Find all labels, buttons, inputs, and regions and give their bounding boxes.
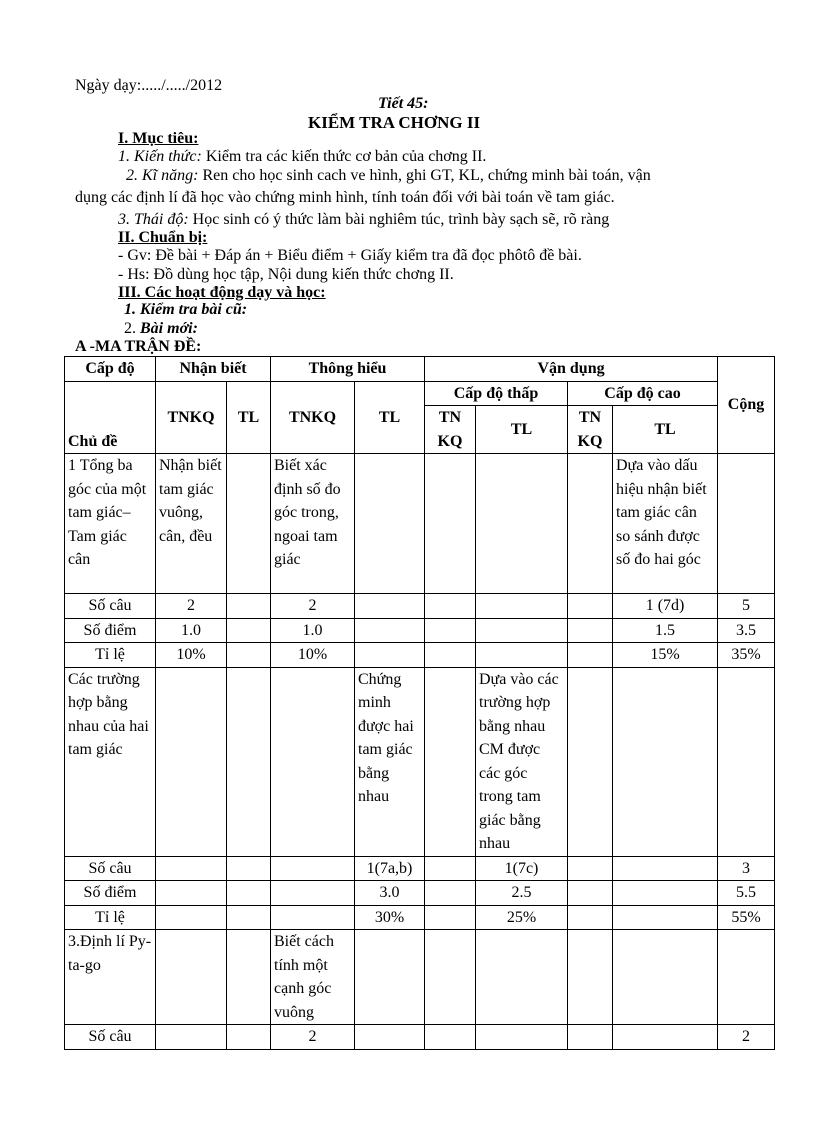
topic2-name: Các trường hợp bằng nhau của hai tam giác: [65, 667, 156, 856]
row-label: Số điểm: [65, 881, 156, 906]
header-recognize: Nhận biết: [156, 357, 271, 382]
skill-text-1: Ren cho học sinh cach ve hình, ghi GT, KL, chứng minh bài toán, vận: [202, 167, 651, 184]
header-level: Cấp độ: [65, 357, 156, 382]
header-understand: Thông hiểu: [271, 357, 425, 382]
preparation-student: - Hs: Đồ dùng học tập, Nội dung kiến thức chơng II.: [118, 266, 454, 283]
objective-attitude: [118, 210, 609, 229]
table-row: Số điểm 3.0 2.5 5.5: [65, 881, 775, 906]
header-apply: Vận dụng: [425, 357, 718, 382]
row-label: Tỉ lệ: [65, 905, 156, 930]
skill-label: 2. Kĩ năng:: [126, 167, 199, 184]
header-nb-tnkq: TNKQ: [156, 381, 227, 454]
attitude-label: 3. Thái độ:: [118, 211, 189, 228]
table-row: Số câu 1(7a,b) 1(7c) 3: [65, 856, 775, 881]
table-row: Số điểm 1.0 1.0 1.5 3.5: [65, 618, 775, 643]
header-high-tl: TL: [613, 406, 718, 454]
test-matrix-table: [64, 356, 775, 1050]
topic2-low-apply: Dựa vào các trường hợp bằng nhau CM được các góc trong tam giác bằng nhau: [476, 667, 568, 856]
header-topic: Chủ đề: [68, 432, 118, 450]
topic1-understand: Biết xác định số đo góc trong, ngoai tam giác: [271, 454, 355, 594]
activity-review: 1. Kiểm tra bài cũ:: [124, 301, 248, 318]
section-preparation-heading: II. Chuẩn bị:: [118, 229, 208, 246]
topic3-name: 3.Định lí Py-ta-go: [65, 930, 156, 1025]
table-row: [65, 667, 775, 856]
table-row: Tỉ lệ 30% 25% 55%: [65, 905, 775, 930]
header-total: Cộng: [718, 357, 775, 454]
section-activities-heading: III. Các hoạt động dạy và học:: [118, 284, 326, 301]
skill-text-2: dụng các định lí đã học vào chứng minh hình, tính toán đối với bài toán về tam giác.: [75, 189, 615, 206]
table-row: Tỉ lệ 10% 10% 15% 35%: [65, 643, 775, 668]
table-row: [65, 454, 775, 594]
topic2-understand: Chứng minh được hai tam giác bằng nhau: [355, 667, 425, 856]
section-objectives-heading: I. Mục tiêu:: [118, 130, 199, 147]
table-row: Số câu 2 2 1 (7d) 5: [65, 594, 775, 619]
row-label: Tỉ lệ: [65, 643, 156, 668]
header-high-level: Cấp độ cao: [568, 381, 718, 406]
header-th-tl: TL: [355, 381, 425, 454]
header-low-level: Cấp độ thấp: [425, 381, 568, 406]
new-lesson-number: 2.: [124, 320, 136, 337]
objective-knowledge: [118, 147, 486, 166]
row-label: Số điểm: [65, 618, 156, 643]
lesson-number: Tiết 45:: [378, 95, 429, 112]
row-label: Số câu: [65, 594, 156, 619]
knowledge-text: Kiểm tra các kiến thức cơ bản của chơng II.: [205, 148, 487, 165]
header-th-tnkq: TNKQ: [271, 381, 355, 454]
table-row: Số câu 2 2: [65, 1025, 775, 1050]
header-low-tl: TL: [476, 406, 568, 454]
matrix-heading: A -MA TRẬN ĐỀ:: [75, 338, 202, 355]
table-row: [65, 930, 775, 1025]
page-title: KIỂM TRA CHƠNG II: [308, 113, 481, 132]
header-low-tnkq: TN KQ: [425, 406, 476, 454]
row-label: Số câu: [65, 856, 156, 881]
topic3-understand: Biết cách tính một cạnh góc vuông: [271, 930, 355, 1025]
topic1-name: 1 Tổng ba góc của một tam giác–Tam giác cân: [65, 454, 156, 594]
header-topic-cell: [65, 381, 156, 454]
preparation-teacher: - Gv: Đề bài + Đáp án + Biểu điểm + Giấy kiểm tra đã đọc phôtô đề bài.: [118, 247, 582, 264]
teaching-date: Ngày dạy:...../...../2012: [75, 77, 223, 94]
attitude-text: Học sinh có ý thức làm bài nghiêm túc, trình bày sạch sẽ, rõ ràng: [192, 211, 610, 228]
header-nb-tl: TL: [227, 381, 271, 454]
topic1-recognize: Nhận biết tam giác vuông, cân, đều: [156, 454, 227, 594]
knowledge-label: 1. Kiến thức:: [118, 148, 202, 165]
objective-skill: [126, 166, 651, 185]
row-label: Số câu: [65, 1025, 156, 1050]
new-lesson-label: Bài mới:: [140, 320, 198, 337]
activity-new-lesson: [124, 319, 198, 338]
topic1-high-apply: Dựa vào dấu hiệu nhận biết tam giác cân so sánh được số đo hai góc: [613, 454, 718, 594]
header-high-tnkq: TN KQ: [568, 406, 613, 454]
